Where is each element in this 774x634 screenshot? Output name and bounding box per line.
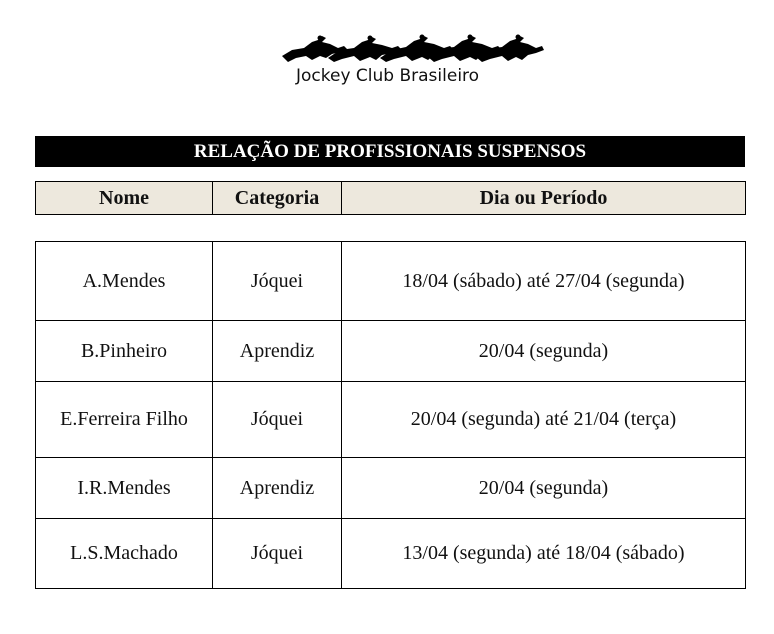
cell-nome: B.Pinheiro: [36, 321, 213, 382]
suspensions-table: [35, 241, 746, 589]
table-row: [36, 242, 746, 321]
column-header-periodo: Dia ou Período: [342, 182, 746, 215]
column-header-categoria: Categoria: [213, 182, 342, 215]
cell-categoria: Aprendiz: [213, 321, 342, 382]
column-header-nome: Nome: [36, 182, 213, 215]
table-header: [35, 181, 746, 215]
cell-nome: L.S.Machado: [36, 519, 213, 589]
table-row: [36, 382, 746, 458]
cell-periodo: 20/04 (segunda) até 21/04 (terça): [342, 382, 746, 458]
brand-name: Jockey Club Brasileiro: [296, 66, 480, 86]
cell-periodo: 18/04 (sábado) até 27/04 (segunda): [342, 242, 746, 321]
cell-categoria: Aprendiz: [213, 458, 342, 519]
page-title: RELAÇÃO DE PROFISSIONAIS SUSPENSOS: [35, 136, 745, 167]
cell-categoria: Jóquei: [213, 519, 342, 589]
cell-nome: A.Mendes: [36, 242, 213, 321]
table-row: [36, 321, 746, 382]
cell-categoria: Jóquei: [213, 242, 342, 321]
cell-nome: E.Ferreira Filho: [36, 382, 213, 458]
cell-periodo: 20/04 (segunda): [342, 321, 746, 382]
cell-periodo: 13/04 (segunda) até 18/04 (sábado): [342, 519, 746, 589]
table-row: [36, 458, 746, 519]
cell-nome: I.R.Mendes: [36, 458, 213, 519]
table-row: [36, 519, 746, 589]
cell-periodo: 20/04 (segunda): [342, 458, 746, 519]
racing-horses-icon: [282, 34, 544, 64]
cell-categoria: Jóquei: [213, 382, 342, 458]
